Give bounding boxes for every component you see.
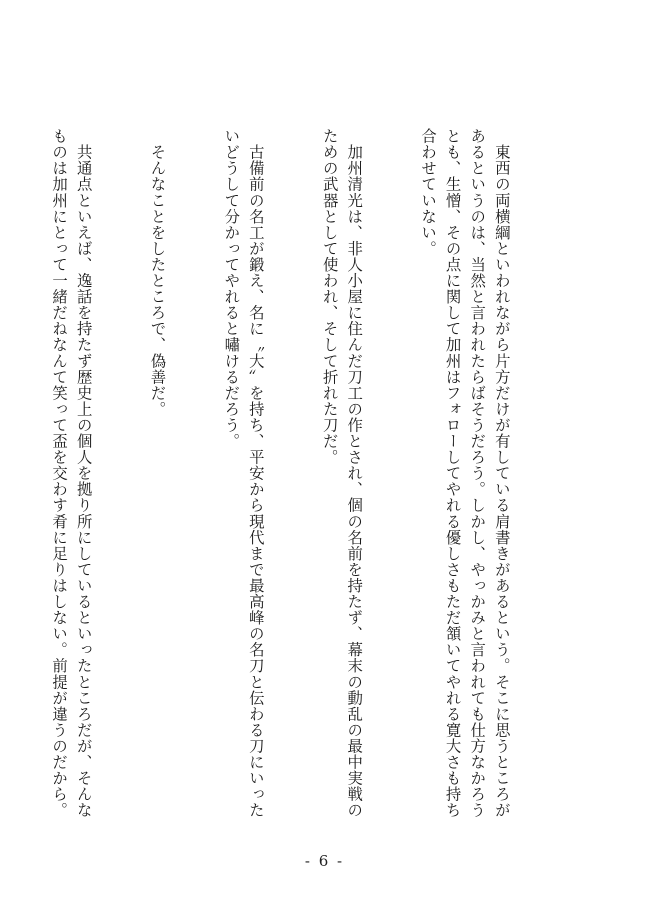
paragraph-5: 共通点といえば、逸話を持たず歴史上の個人を拠り所にしているといったところだが、そんなものは加州にとって一緒だねなんて笑って盃を交わす肴に足りはしない。前提が違うのだから。: [50, 128, 93, 819]
page-number: - 6 -: [304, 852, 345, 870]
paragraph-4: そんなことをしたところで、偽善だ。: [148, 128, 167, 417]
body-text: [0, 128, 563, 828]
paragraph-3: 古備前の名工が鍛え、名に〝大〟を持ち、平安から現代まで最高峰の名刀と伝わる刀にいったいどうして分かってやれると嘯けるだろう。: [222, 128, 265, 819]
paragraph-1: 東西の両横綱といわれながら片方だけが有している肩書きがあるという。そこに思うところがあるというのは、当然と言われたらばそうだろう。しかし、やっかみと言われても仕方なかろうとも、生憎、その点に関して加州はフォローしてやれる優しさもただ頷いてやれる寛大さも持ち合わせていない。: [419, 128, 511, 819]
paragraph-2: 加州清光は、非人小屋に住んだ刀工の作とされ、個の名前を持たず、幕末の動乱の最中実戦のための武器として使われ、そして折れた刀だ。: [320, 128, 364, 819]
